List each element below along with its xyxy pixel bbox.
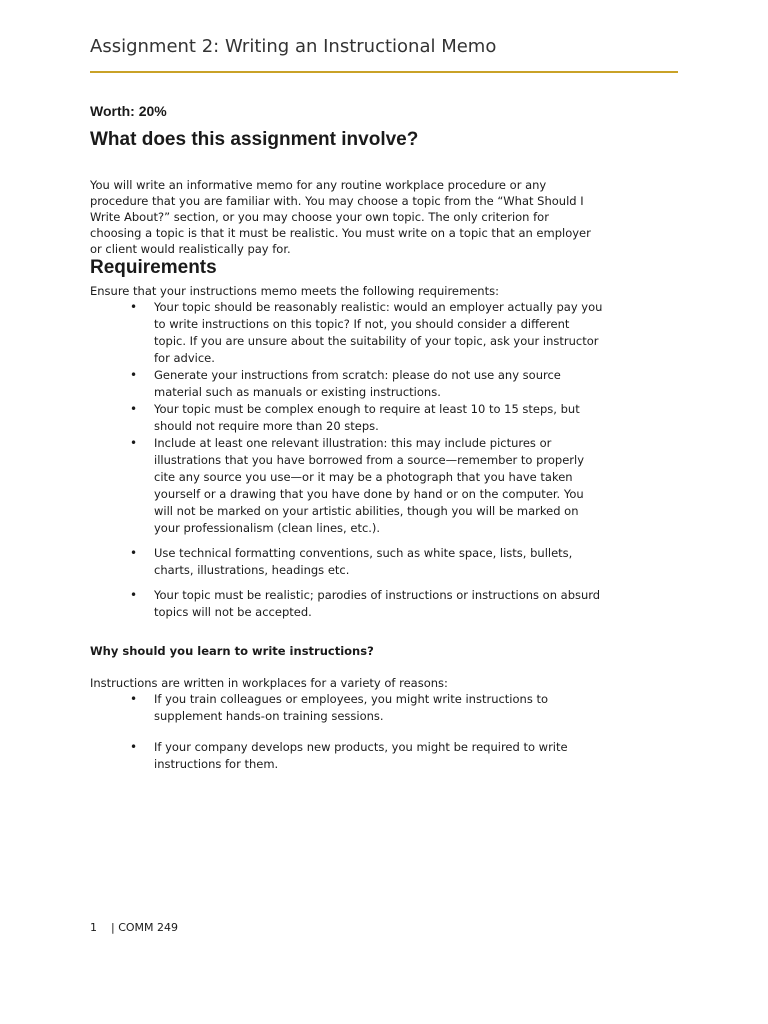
- page-number: 1: [90, 921, 97, 934]
- bullet-icon: •: [130, 402, 138, 416]
- list-item: [90, 299, 604, 367]
- bullet-icon: •: [130, 546, 138, 560]
- bullet-icon: •: [130, 740, 138, 754]
- worth-label: Worth: 20%: [90, 103, 167, 119]
- requirements-heading: Requirements: [90, 257, 217, 278]
- list-item-text: Your topic must be realistic; parodies of instructions or instructions on absurd topics will not be accepted.: [154, 588, 601, 619]
- list-item: [90, 739, 604, 773]
- requirements-intro: Ensure that your instructions memo meets the following requirements:: [90, 284, 499, 298]
- requirements-list: [90, 299, 610, 621]
- course-code: | COMM 249: [111, 921, 179, 934]
- why-heading: Why should you learn to write instructions?: [90, 644, 374, 658]
- page-footer: [90, 921, 178, 934]
- list-item: [90, 587, 604, 621]
- list-item-text: Your topic should be reasonably realistic: would an employer actually pay you to write instructions on this topic? If not, you should consider a different topic. If you are unsure about the suitability of your topic, ask your instructor for advice.: [154, 300, 603, 365]
- list-item: [90, 545, 604, 579]
- list-item-text: Generate your instructions from scratch: please do not use any source material such as manuals or existing instructions.: [154, 368, 561, 399]
- list-item-text: If your company develops new products, you might be required to write instructions for them.: [154, 740, 568, 771]
- intro-paragraph: You will write an informative memo for any routine workplace procedure or any procedure that you are familiar with. You may choose a topic from the “What Should I Write About?” section, or you may choose your own topic. The only criterion for choosing a topic is that it must be realistic. You must write on a topic that an employer or client would realistically pay for.: [90, 178, 591, 256]
- bullet-icon: •: [130, 588, 138, 602]
- list-item: [90, 435, 604, 537]
- bullet-icon: •: [130, 368, 138, 382]
- section-heading-involve: What does this assignment involve?: [90, 129, 419, 150]
- list-item-text: If you train colleagues or employees, you might write instructions to supplement hands-on training sessions.: [154, 692, 549, 723]
- bullet-icon: •: [130, 436, 138, 450]
- list-item-text: Your topic must be complex enough to require at least 10 to 15 steps, but should not require more than 20 steps.: [154, 402, 580, 433]
- main-content: [90, 103, 610, 787]
- list-item-text: Include at least one relevant illustration: this may include pictures or illustrations that you have borrowed from a source—remember to properly cite any source you use—or it may be a photograph that you have taken yourself or a drawing that you have done by hand or on the computer. You will not be marked on your artistic abilities, though you will be marked on your professionalism (clean lines, etc.).: [154, 436, 585, 535]
- bullet-icon: •: [130, 300, 138, 314]
- bullet-icon: •: [130, 692, 138, 706]
- list-item: [90, 691, 604, 725]
- list-item: [90, 401, 604, 435]
- page-header-title: Assignment 2: Writing an Instructional Memo: [90, 36, 497, 57]
- header-divider: [90, 71, 678, 73]
- why-list: [90, 691, 610, 773]
- list-item-text: Use technical formatting conventions, such as white space, lists, bullets, charts, illustrations, headings etc.: [154, 546, 573, 577]
- why-intro: Instructions are written in workplaces for a variety of reasons:: [90, 676, 448, 690]
- list-item: [90, 367, 604, 401]
